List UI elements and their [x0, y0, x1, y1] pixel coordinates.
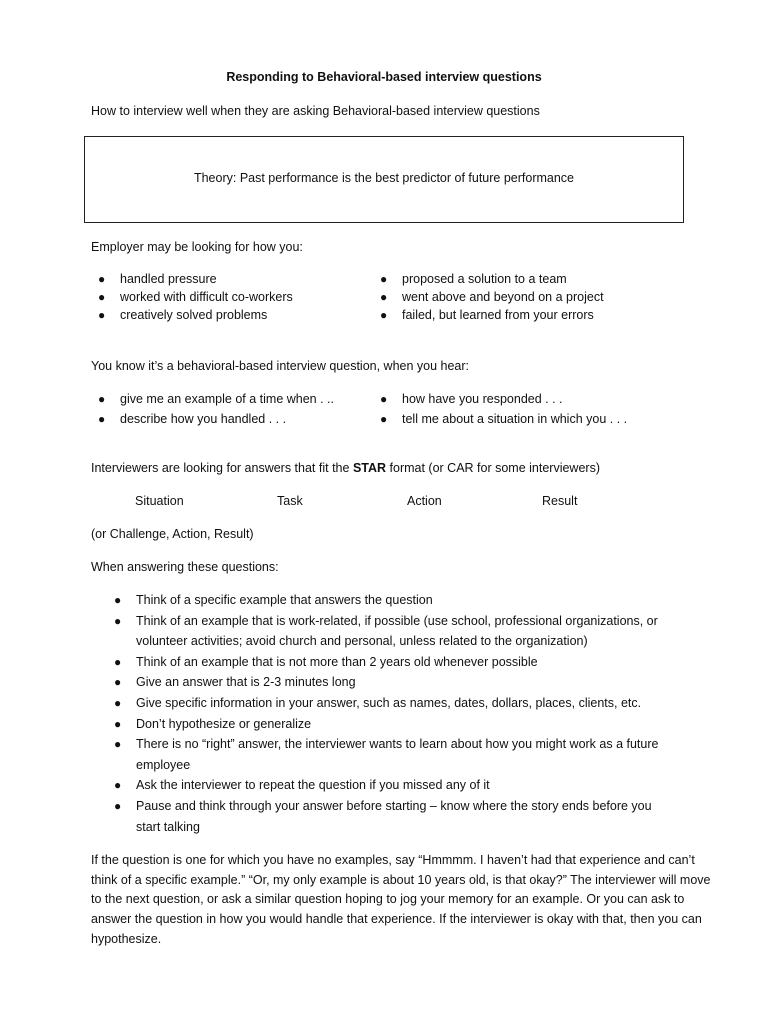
list-item: ● handled pressure [98, 272, 217, 286]
list-item: ● went above and beyond on a project [380, 290, 604, 304]
bullet-icon: ● [114, 798, 122, 813]
list-item: ● proposed a solution to a team [380, 272, 567, 286]
list-item: ● Pause and think through your answer before starting – know where the story ends before you start talking [114, 798, 652, 834]
bullet-icon: ● [98, 290, 106, 304]
list-item: ● creatively solved problems [98, 308, 268, 322]
bullet-icon: ● [98, 392, 106, 406]
employer-heading: Employer may be looking for how you: [91, 240, 303, 254]
bullet-icon: ● [380, 412, 388, 426]
list-item: ● Think of an example that is work-related, if possible (use school, professional organizations, or volunteer activities; avoid church and personal, unless related to the organization) [114, 613, 658, 649]
star-acronym: STAR [352, 461, 387, 475]
list-item: ● Think of an example that is not more than 2 years old whenever possible [114, 654, 538, 669]
theory-box [84, 136, 684, 223]
star-action: Action [407, 494, 442, 508]
bullet-icon: ● [380, 308, 388, 322]
list-item: ● failed, but learned from your errors [380, 308, 594, 322]
star-intro: Interviewers are looking for answers that fit the STAR format (or CAR for some interviewers) [91, 461, 600, 475]
bullet-icon: ● [114, 654, 122, 669]
bullet-icon: ● [114, 593, 122, 607]
list-item: ● tell me about a situation in which you . . . [380, 412, 628, 426]
employer-list-left [98, 272, 293, 327]
list-item: ● describe how you handled . . . [98, 412, 287, 426]
document-subtitle: How to interview well when they are asking Behavioral-based interview questions [91, 104, 540, 118]
document-title: Responding to Behavioral-based interview questions [226, 70, 542, 84]
list-item: ● Give specific information in your answer, such as names, dates, dollars, places, clients, etc. [114, 695, 642, 710]
list-item: ● worked with difficult co-workers [98, 290, 293, 304]
bullet-icon: ● [98, 272, 106, 286]
list-item: ● There is no “right” answer, the interviewer wants to learn about how you might work as a future employee [114, 737, 659, 772]
bullet-icon: ● [114, 613, 122, 628]
tips-list [114, 590, 676, 837]
bullet-icon: ● [114, 737, 122, 752]
bullet-icon: ● [114, 695, 122, 710]
bullet-icon: ● [380, 392, 388, 406]
bullet-icon: ● [380, 290, 388, 304]
employer-list-right [380, 272, 604, 327]
list-item: ● how have you responded . . . [380, 392, 563, 406]
car-alternative: (or Challenge, Action, Result) [91, 527, 254, 541]
star-result: Result [542, 494, 578, 508]
star-situation: Situation [135, 494, 184, 508]
bullet-icon: ● [380, 272, 388, 286]
hear-list-left [98, 392, 334, 433]
list-item: ● Ask the interviewer to repeat the question if you missed any of it [114, 778, 490, 793]
list-item: ● Give an answer that is 2-3 minutes long [114, 675, 356, 690]
hear-heading: You know it’s a behavioral-based interview question, when you hear: [91, 359, 470, 373]
bullet-icon: ● [114, 778, 122, 793]
answering-heading: When answering these questions: [91, 560, 279, 574]
star-task: Task [277, 494, 303, 508]
bullet-icon: ● [98, 308, 106, 322]
list-item: ● Think of a specific example that answers the question [114, 593, 433, 607]
bullet-icon: ● [114, 716, 122, 731]
closing-paragraph: If the question is one for which you have no examples, say “Hmmmm. I haven’t had that experience and can’t think of a specific example.” “Or, my only example is about 10 years old, is that okay?” The interviewer will move to the next question, or ask a similar question hoping to jog your memory for an example. Or you can ask to answer the question in how you would handle that experience. If the interviewer is okay with that, then you can hypothesize. [91, 853, 711, 946]
bullet-icon: ● [114, 675, 122, 690]
list-item: ● Don’t hypothesize or generalize [114, 716, 312, 731]
list-item: ● give me an example of a time when . .. [98, 392, 334, 406]
bullet-icon: ● [98, 412, 106, 426]
hear-list-right [380, 392, 628, 433]
theory-text: Theory: Past performance is the best predictor of future performance [193, 171, 575, 185]
